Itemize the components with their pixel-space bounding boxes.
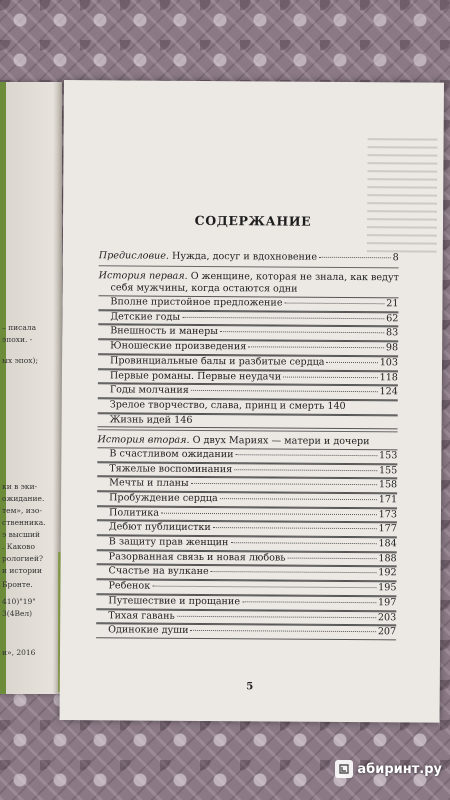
chapter-title: Тяжелые воспоминания	[109, 462, 233, 475]
divider	[99, 265, 399, 268]
chapter-page: 203	[377, 611, 397, 623]
story-one-heading	[98, 270, 398, 297]
chapter-title: Счастье на вулкане	[108, 565, 209, 578]
chapter-title: Дебют публицистки	[108, 521, 211, 534]
chapter-title: Годы молчания	[109, 384, 189, 397]
left-page-line: ственника.	[2, 518, 46, 527]
chapter-page: 103	[379, 357, 399, 369]
divider	[98, 429, 398, 432]
chapter-page: 118	[379, 371, 398, 383]
story-one-label: История первая.	[98, 269, 188, 282]
chapter-page: 155	[378, 464, 398, 476]
story-one-title: О женщине, которая не знала, как ведут	[187, 270, 399, 284]
toc-chapter-entry	[96, 623, 396, 640]
story-one-title-cont: себя мужчины, когда остаются одни	[110, 282, 298, 296]
chapter-title: Ребенок	[108, 580, 151, 592]
chapter-title: В счастливом ожидании	[109, 448, 234, 461]
chapter-page: 195	[378, 582, 397, 594]
left-page-line: Бронте.	[2, 580, 33, 589]
chapter-title: Мечты и планы	[109, 477, 189, 490]
chapter-title: Провинциальные балы и разбитые сердца	[110, 355, 325, 368]
left-page-line: ки в эки-	[2, 482, 38, 491]
chapter-title: В защиту прав женщин	[108, 536, 229, 549]
chapter-title: Тихая гавань	[108, 609, 175, 622]
chapter-title: Юношеские произведения	[110, 340, 247, 353]
left-page-line: эпохи. -	[2, 335, 33, 344]
chapter-page: 188	[378, 552, 397, 565]
chapter-title: Первые романы. Первые неудачи	[109, 369, 282, 383]
left-page-line: рологией?	[2, 554, 43, 563]
left-page-line: 410)"19"	[2, 597, 36, 606]
chapter-title: Внешность и манеры	[110, 325, 218, 338]
chapter-title: Политика	[108, 507, 160, 519]
preface-page: 8	[392, 252, 399, 264]
chapter-title: Разорванная связь и новая любовь	[108, 551, 286, 564]
story-two-heading	[97, 434, 397, 449]
page-number: 5	[246, 681, 254, 693]
labirint-watermark	[335, 760, 442, 778]
left-page-line: тем», изо-	[2, 506, 42, 515]
toc-entry-preface	[99, 250, 399, 265]
chapter-title: Детские годы	[110, 311, 181, 323]
left-page-line: ых эпох);	[2, 356, 38, 365]
chapter-title: Одинокие души	[108, 624, 189, 637]
chapter-page: 207	[377, 626, 397, 638]
chapter-page: 21	[386, 298, 399, 310]
chapter-page: 83	[385, 327, 399, 339]
table-of-contents	[96, 250, 399, 640]
book-page	[60, 80, 444, 723]
chapter-page: 124	[379, 386, 398, 398]
story-one-chapters	[98, 295, 399, 429]
preface-title: Нужда, досуг и вдохновение	[168, 250, 318, 263]
chapter-title: Зрелое творчество, слава, принц и смерть 140	[109, 399, 346, 412]
chapter-page: 192	[378, 567, 397, 579]
labirint-logo-icon	[335, 760, 353, 778]
left-page-line: ожидание.	[2, 494, 45, 503]
chapter-page: 62	[386, 313, 399, 325]
left-page-line: и», 2016	[2, 648, 36, 657]
preface-label: Предисловие.	[98, 250, 170, 262]
left-page-line: . Каково	[2, 542, 35, 551]
watermark-text: абиринт.ру	[357, 761, 442, 777]
left-page-line: 3(4Вел)	[2, 609, 33, 618]
chapter-page: 177	[378, 523, 397, 535]
chapter-title: Путешествие и прощание	[108, 595, 241, 608]
story-two-label: История вторая.	[97, 434, 190, 447]
chapter-page: 158	[378, 479, 398, 491]
left-page-line: э высший	[2, 530, 40, 539]
chapter-title: Пробуждение сердца	[109, 492, 218, 505]
chapter-page: 184	[378, 538, 397, 550]
chapter-title: Жизнь идей 146	[109, 413, 193, 426]
chapter-page: 197	[378, 597, 397, 609]
chapter-page: 98	[385, 342, 399, 354]
story-two-chapters	[96, 447, 397, 640]
chapter-page: 171	[378, 494, 398, 506]
chapter-title: Вполне пристойное предложение	[110, 296, 283, 309]
chapter-page: 173	[378, 508, 398, 521]
left-page-line: – писала	[2, 323, 37, 332]
chapter-page: 153	[379, 450, 398, 462]
toc-title: СОДЕРЖАНИЕ	[194, 212, 312, 229]
left-page	[0, 82, 62, 694]
left-page-line: и истории	[2, 566, 43, 575]
toc-chapter-entry	[98, 413, 398, 430]
story-two-title: О двух Мариях — матери и дочери	[189, 435, 370, 448]
